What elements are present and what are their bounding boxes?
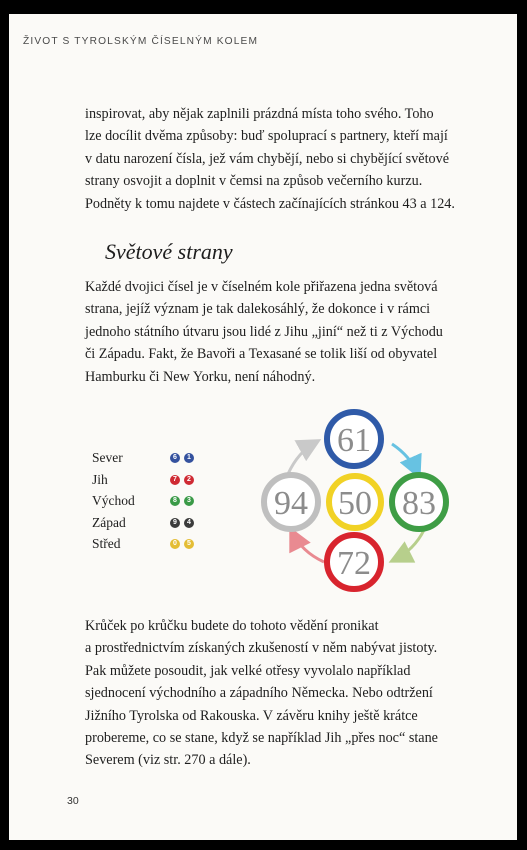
- number-dot: 3: [184, 496, 194, 506]
- text-line: inspirovat, aby nějak zaplnili prázdná místa toho svého. Toho: [85, 106, 434, 122]
- legend-label: Sever: [92, 450, 123, 465]
- arrow-south-west: [292, 532, 324, 562]
- arrow-west-north: [288, 442, 316, 474]
- legend-label: Východ: [92, 493, 135, 508]
- text-line: lze docílit dvěma způsoby: buď spoluprací s partnery, kteří mají: [85, 128, 448, 145]
- page-number: 30: [67, 795, 79, 807]
- paragraph-directions: [85, 276, 483, 388]
- number-dot: 5: [184, 539, 194, 549]
- text-line: Hamburku či New Yorku, není náhodný.: [85, 368, 316, 385]
- text-line: strana, jejíž význam je tak dalekosáhlý, že dokonce i v rámci: [85, 301, 431, 318]
- number-dot: 2: [184, 475, 194, 485]
- text-line: strany osvojit a doplnit v čemsi na způsob večerního kurzu.: [85, 173, 423, 190]
- paragraph-intro: [85, 103, 483, 215]
- text-line: Pak můžete posoudit, jak velké otřesy vyvolalo například: [85, 662, 411, 679]
- number-dot: 8: [170, 496, 180, 506]
- number-dot: 6: [170, 453, 180, 463]
- legend-dots: [170, 496, 194, 506]
- north-number: 61: [337, 422, 371, 459]
- paragraph-closing: [85, 615, 483, 772]
- text-line: či Západu. Fakt, že Bavoři a Texasané se tolik liší od obyvatel: [85, 346, 438, 363]
- legend-dots: [170, 453, 194, 463]
- legend-dots: [170, 518, 194, 528]
- running-header: ŽIVOT S TYROLSKÝM ČÍSELNÝM KOLEM: [23, 36, 259, 47]
- text-line: a prostřednictvím získaných zkušeností v něm nabývat jistoty.: [85, 640, 438, 657]
- south-number: 72: [337, 545, 371, 582]
- text-line: Každé dvojici čísel je v číselném kole přiřazena jedna světová: [85, 279, 438, 295]
- text-line: probereme, co se stane, když se například Jih „přes noc“ stane: [85, 730, 438, 747]
- text-line: Severem (viz str. 270 a dále).: [85, 752, 251, 769]
- number-wheel-diagram: [254, 402, 454, 592]
- number-dot: 7: [170, 475, 180, 485]
- number-dot: 4: [184, 518, 194, 528]
- text-line: Jižního Tyrolska od Rakouska. V závěru knihy ještě krátce: [85, 707, 418, 724]
- text-line: sjednocení východního a západního Německa. Nebo odtržení: [85, 685, 433, 702]
- arrow-east-south: [394, 530, 424, 560]
- number-dot: 0: [170, 539, 180, 549]
- legend-dots: [170, 539, 194, 549]
- west-number: 94: [274, 485, 308, 522]
- legend-dots: [170, 475, 194, 485]
- arrow-north-east: [392, 444, 418, 474]
- legend-label: Střed: [92, 536, 121, 551]
- center-number: 50: [338, 485, 372, 522]
- text-line: Krůček po krůčku budete do tohoto vědění pronikat: [85, 618, 379, 634]
- number-dot: 1: [184, 453, 194, 463]
- east-number: 83: [402, 485, 436, 522]
- text-line: Podněty k tomu najdete v částech začínajících stránkou 43 a 124.: [85, 195, 455, 212]
- number-dot: 9: [170, 518, 180, 528]
- legend-label: Západ: [92, 514, 126, 530]
- text-line: v datu narození čísla, jež vám chybějí, nebo si chybějící světové: [85, 150, 450, 167]
- text-line: jednoho státního útvaru jsou lidé z Jihu „jiní“ než ti z Východu: [85, 323, 443, 340]
- section-heading: Světové strany: [105, 239, 233, 264]
- book-page: [9, 14, 517, 840]
- legend-label: Jih: [92, 471, 108, 487]
